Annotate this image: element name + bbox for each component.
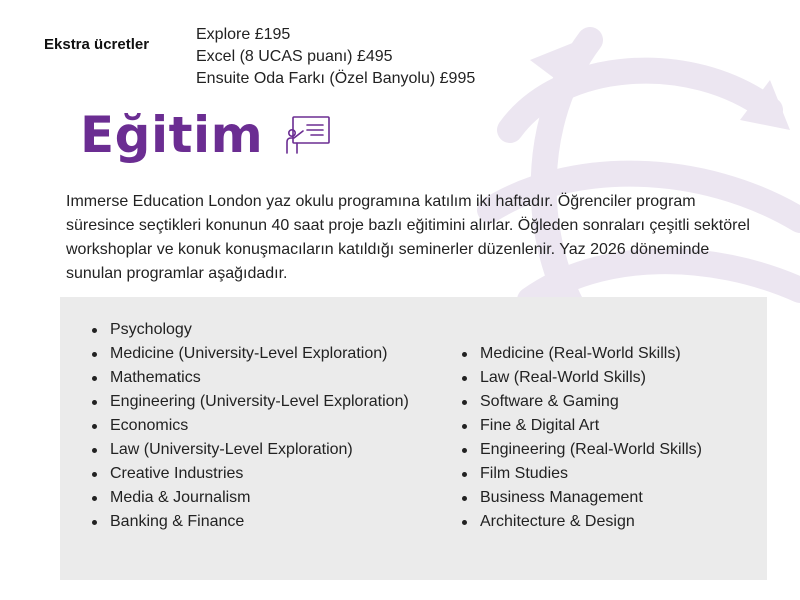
section-title: Eğitim: [80, 106, 264, 164]
program-item: Banking & Finance: [90, 510, 409, 534]
program-item: Architecture & Design: [460, 510, 702, 534]
extra-fees-label: Ekstra ücretler: [44, 36, 150, 53]
program-item: Law (Real-World Skills): [460, 366, 702, 390]
extra-fee-item: Ensuite Oda Farkı (Özel Banyolu) £995: [196, 70, 476, 87]
program-item: Media & Journalism: [90, 486, 409, 510]
program-item: Mathematics: [90, 366, 409, 390]
program-item: Film Studies: [460, 462, 702, 486]
program-item: Engineering (University-Level Exploration): [90, 390, 409, 414]
program-item: Medicine (Real-World Skills): [460, 342, 702, 366]
teacher-presentation-icon: [285, 115, 331, 155]
programs-list-left: [90, 318, 409, 534]
extra-fees-list: [196, 24, 475, 90]
program-item: Law (University-Level Exploration): [90, 438, 409, 462]
program-item: Software & Gaming: [460, 390, 702, 414]
extra-fee-item: Explore £195: [196, 26, 291, 43]
section-header: [80, 106, 331, 164]
extra-fee-item: Excel (8 UCAS puanı) £495: [196, 48, 393, 65]
program-item: Engineering (Real-World Skills): [460, 438, 702, 462]
program-item: Business Management: [460, 486, 702, 510]
section-intro-text: Immerse Education London yaz okulu programına katılım iki haftadır. Öğrenciler program süresince seçtikleri konunun 40 saat proje bazlı eğitimini alırlar. Öğleden sonraları çeşitli sektörel workshoplar ve konuk konuşmacıların katıldığı seminerler düzenlenir. Yaz 2026 döneminde sunulan programlar aşağıdadır.: [66, 193, 750, 282]
program-item: Psychology: [90, 318, 409, 342]
program-item: Medicine (University-Level Exploration): [90, 342, 409, 366]
programs-list-right: [460, 342, 702, 534]
program-item: Economics: [90, 414, 409, 438]
programs-panel: [60, 297, 767, 580]
program-item: Fine & Digital Art: [460, 414, 702, 438]
program-item: Creative Industries: [90, 462, 409, 486]
